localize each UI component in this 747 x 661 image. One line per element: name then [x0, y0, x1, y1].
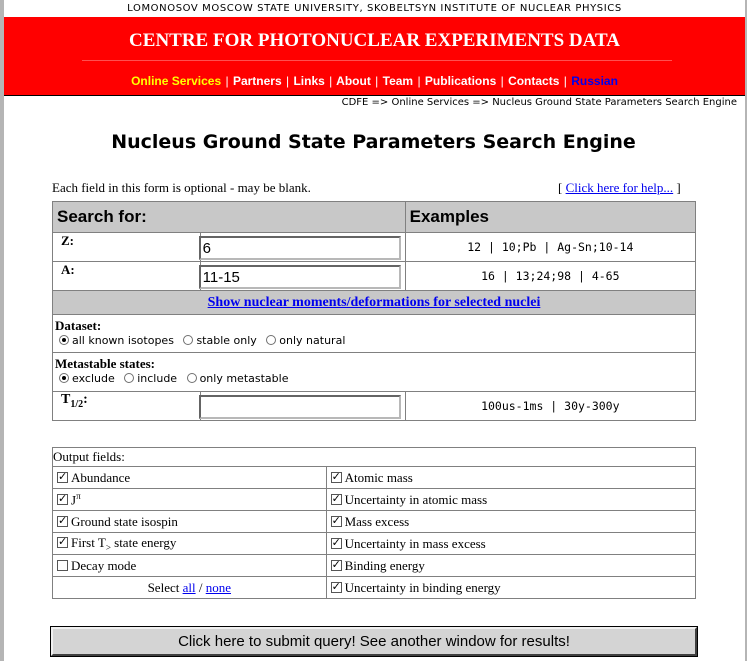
checkbox-checked-icon[interactable]	[331, 516, 342, 527]
output-field-label: Mass excess	[344, 513, 410, 529]
radio-selected-icon[interactable]	[59, 335, 69, 345]
select-slash: /	[198, 579, 203, 595]
checkbox-checked-icon[interactable]	[331, 582, 342, 593]
checkbox-checked-icon[interactable]	[57, 516, 68, 527]
help-box	[558, 180, 681, 196]
output-field-label: Decay mode	[71, 557, 137, 573]
nav-russian[interactable]: Russian	[571, 74, 618, 88]
output-field-atomic-mass[interactable]	[326, 467, 695, 489]
output-field-spin-parity[interactable]	[53, 489, 327, 511]
dataset-option-all-label: all known isotopes	[72, 333, 174, 347]
nav-team[interactable]: Team	[382, 74, 414, 88]
radio-selected-icon[interactable]	[59, 373, 69, 383]
dataset-option-all[interactable]	[59, 334, 174, 347]
dataset-option-stable-label: stable only	[196, 333, 257, 347]
half-life-label-main: T	[61, 392, 71, 407]
output-field-isospin[interactable]	[53, 511, 327, 533]
output-fields-table	[52, 447, 696, 599]
site-title: CENTRE FOR PHOTONUCLEAR EXPERIMENTS DATA	[129, 30, 620, 51]
metastable-option-exclude-label: exclude	[72, 372, 115, 385]
breadcrumb: CDFE => Online Services => Nucleus Ground State Parameters Search Engine	[341, 97, 737, 108]
output-fields-title: Output fields:	[53, 448, 696, 467]
dataset-option-natural[interactable]	[266, 334, 345, 347]
output-field-label: Uncertainty in atomic mass	[344, 491, 488, 507]
checkbox-checked-icon[interactable]	[331, 560, 342, 571]
help-bracket-open: [	[558, 180, 563, 195]
output-field-binding-energy[interactable]	[326, 555, 695, 577]
metastable-option-include[interactable]	[124, 372, 177, 385]
output-field-label: Binding energy	[344, 557, 425, 573]
output-field-atomic-mass-uncertainty[interactable]	[326, 489, 695, 511]
output-field-label-sub: >	[105, 542, 111, 553]
output-field-label: Ground state isospin	[71, 513, 178, 529]
help-link[interactable]: Click here for help...	[565, 180, 674, 195]
search-for-header: Search for:	[53, 202, 406, 233]
checkbox-checked-icon[interactable]	[331, 472, 342, 483]
main-nav	[4, 74, 745, 88]
university-strip: LOMONOSOV MOSCOW STATE UNIVERSITY, SKOBELTSYN INSTITUTE OF NUCLEAR PHYSICS	[4, 0, 745, 17]
output-field-label-sup: π	[76, 490, 81, 501]
a-input[interactable]	[199, 265, 401, 289]
select-none-link[interactable]: none	[205, 579, 231, 595]
z-input-cell	[200, 233, 405, 262]
nav-separator: |	[500, 74, 504, 88]
z-input[interactable]	[199, 236, 401, 260]
nav-online-services[interactable]: Online Services	[131, 74, 222, 88]
metastable-option-include-label: include	[137, 372, 178, 385]
half-life-input[interactable]	[199, 395, 401, 419]
metastable-options	[53, 372, 695, 388]
nav-publications[interactable]: Publications	[424, 74, 497, 88]
checkbox-checked-icon[interactable]	[331, 494, 342, 505]
radio-icon[interactable]	[183, 335, 193, 345]
output-field-label: Uncertainty in binding energy	[344, 579, 501, 595]
output-field-label: Uncertainty in mass excess	[344, 535, 486, 551]
metastable-title: Metastable states:	[55, 356, 155, 371]
output-field-decay-mode[interactable]	[53, 555, 327, 577]
a-label: A:	[53, 262, 201, 291]
examples-header: Examples	[405, 202, 695, 233]
output-field-abundance[interactable]	[53, 467, 327, 489]
optional-note: Each field in this form is optional - may be blank.	[52, 180, 311, 195]
checkbox-checked-icon[interactable]	[57, 537, 68, 548]
output-field-binding-energy-uncertainty[interactable]	[326, 577, 695, 599]
nav-contacts[interactable]: Contacts	[508, 74, 560, 88]
nav-separator: |	[329, 74, 333, 88]
moments-link[interactable]: Show nuclear moments/deformations for selected nuclei	[207, 294, 541, 310]
select-links	[53, 577, 327, 599]
nav-partners[interactable]: Partners	[232, 74, 282, 88]
checkbox-checked-icon[interactable]	[331, 538, 342, 549]
half-life-input-cell	[200, 392, 405, 421]
output-field-label: J	[71, 492, 77, 508]
half-life-example: 100us-1ms | 30y-300y	[405, 392, 695, 421]
metastable-option-only[interactable]	[187, 372, 289, 385]
metastable-section	[53, 353, 696, 392]
half-life-label-colon: :	[83, 392, 88, 407]
banner-divider	[82, 60, 672, 61]
checkbox-icon[interactable]	[57, 560, 68, 571]
nav-separator: |	[225, 74, 229, 88]
output-field-label-suffix: state energy	[110, 534, 177, 550]
radio-icon[interactable]	[124, 373, 134, 383]
radio-icon[interactable]	[266, 335, 276, 345]
dataset-section	[53, 315, 696, 353]
a-input-cell	[200, 262, 405, 291]
help-bracket-close: ]	[676, 180, 681, 195]
output-field-first-t-energy[interactable]	[53, 533, 327, 555]
nav-links[interactable]: Links	[293, 74, 325, 88]
output-field-label: Abundance	[71, 469, 131, 485]
moments-row	[53, 291, 696, 315]
dataset-title: Dataset:	[55, 317, 102, 333]
nav-separator: |	[285, 74, 290, 88]
search-form-table	[52, 201, 696, 421]
checkbox-checked-icon[interactable]	[57, 472, 68, 483]
a-example: 16 | 13;24;98 | 4-65	[405, 262, 695, 291]
output-field-mass-excess[interactable]	[326, 511, 695, 533]
output-field-mass-excess-uncertainty[interactable]	[326, 533, 695, 555]
half-life-label	[53, 392, 201, 421]
select-all-link[interactable]: all	[182, 579, 196, 595]
nav-separator: |	[375, 74, 379, 88]
metastable-option-only-label: only metastable	[199, 372, 289, 385]
page-title: Nucleus Ground State Parameters Search Engine	[111, 131, 636, 153]
dataset-option-natural-label: only natural	[279, 333, 346, 347]
nav-separator: |	[417, 74, 421, 88]
dataset-options	[53, 334, 695, 350]
radio-icon[interactable]	[187, 373, 197, 383]
metastable-option-exclude[interactable]	[59, 372, 115, 385]
dataset-option-stable[interactable]	[183, 334, 256, 347]
half-life-label-sub: 1/2	[70, 398, 84, 410]
site-banner	[4, 17, 745, 96]
nav-about[interactable]: About	[336, 74, 371, 88]
output-field-label: First T	[71, 534, 106, 550]
checkbox-checked-icon[interactable]	[57, 494, 68, 505]
output-field-label: Atomic mass	[344, 469, 413, 485]
submit-query-button[interactable]: Click here to submit query! See another window for results!	[51, 627, 697, 656]
z-example: 12 | 10;Pb | Ag-Sn;10-14	[405, 233, 695, 262]
select-prefix: Select	[147, 579, 180, 595]
nav-separator: |	[563, 74, 567, 88]
z-label: Z:	[53, 233, 201, 262]
